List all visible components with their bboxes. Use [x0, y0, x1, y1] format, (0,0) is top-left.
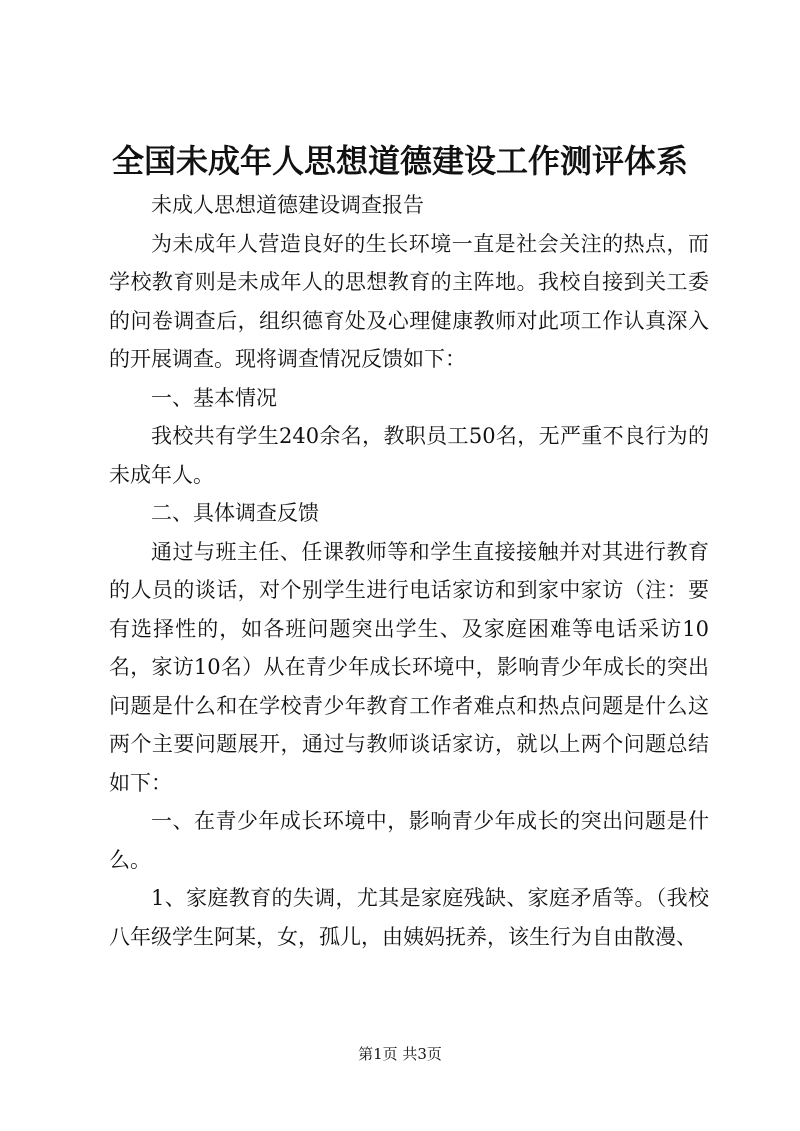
- page-footer: 第1页 共3页: [358, 1045, 442, 1063]
- intro-paragraph: 为未成年人营造良好的生长环境一直是社会关注的热点，而学校教育则是未成年人的思想教育的主阵地。我校自接到关工委的问卷调查后，组织德育处及心理健康教师对此项工作认真深入的开展调查。现将调查情况反馈如下：: [109, 231, 709, 371]
- feedback-paragraph: 通过与班主任、任课教师等和学生直接接触并对其进行教育的人员的谈话，对个别学生进行电话家访和到家中家访（注：要有选择性的，如各班问题突出学生、及家庭困难等电话采访10名，家访10名）从在青少年成长环境中，影响青少年成长的突出问题是什么和在学校青少年教育工作者难点和热点问题是什么这两个主要问题展开，通过与教师谈话家访，就以上两个问题总结如下：: [109, 539, 709, 795]
- basic-info-paragraph: 我校共有学生240余名，教职员工50名，无严重不良行为的未成年人。: [109, 424, 709, 487]
- document-title: 全国未成年人思想道德建设工作测评体系: [111, 142, 688, 180]
- subtitle-paragraph: 未成人思想道德建设调查报告: [151, 193, 424, 217]
- subsection-heading: 一、在青少年成长环境中，影响青少年成长的突出问题是什么。: [109, 809, 709, 872]
- section-heading-basic: 一、基本情况: [151, 385, 277, 410]
- item-paragraph: 1、家庭教育的失调，尤其是家庭残缺、家庭矛盾等。（我校八年级学生阿某，女，孤儿，由姨妈抚养，该生行为自由散漫、: [109, 886, 709, 949]
- section-heading-feedback: 二、具体调查反馈: [151, 501, 319, 525]
- document-body: [109, 186, 709, 956]
